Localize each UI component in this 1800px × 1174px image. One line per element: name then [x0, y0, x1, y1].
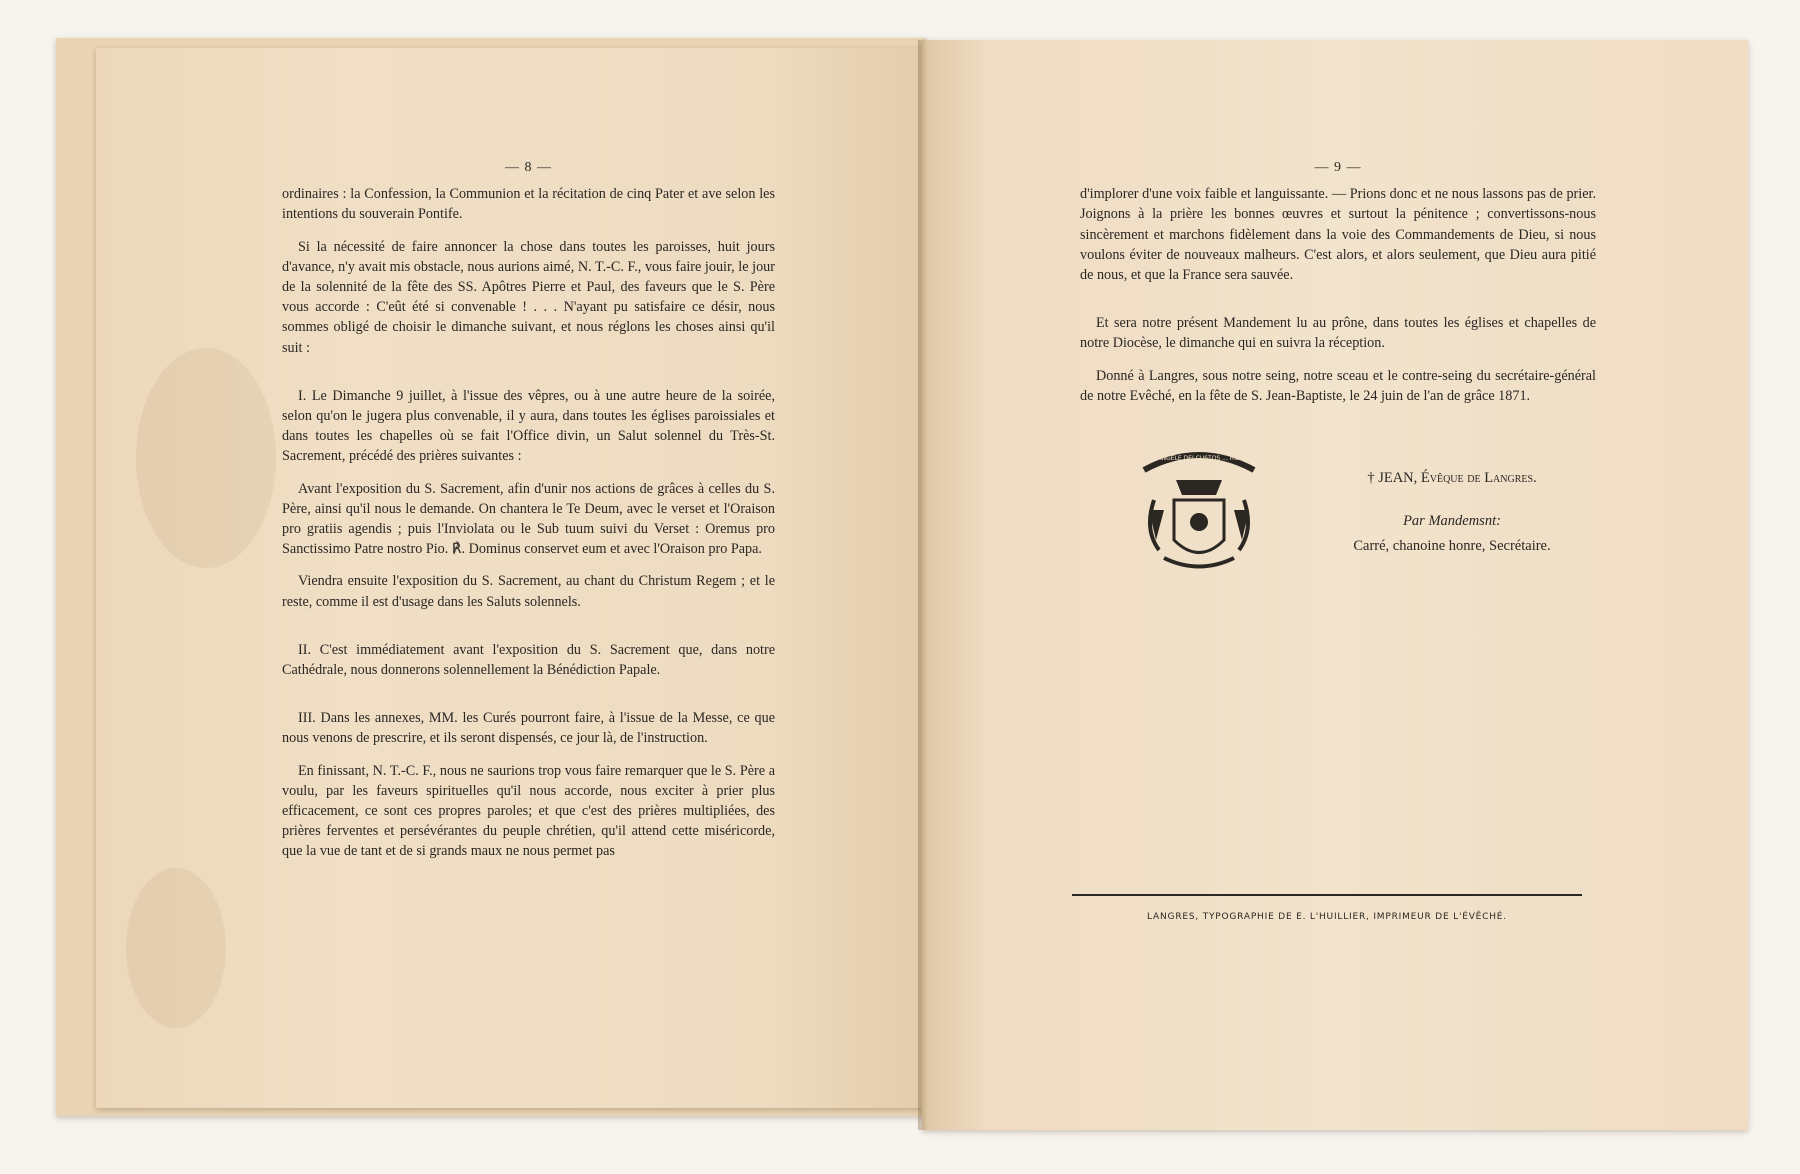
paper-stain: [136, 348, 276, 568]
paragraph: Avant l'exposition du S. Sacrement, afin d'unir nos actions de grâces à celles du S. Père, ainsi qu'il nous le demande. On chantera le Te Deum, avec le verset et l'Oraison pro gratiis agendis ; puis l'Inviolata ou le Sub tuum suivi du Verset : Oremus pro Sanctissimo Patre nostro Pio. ℟. Dominus conservet eum et avec l'Oraison pro Papa.: [282, 480, 775, 558]
coat-of-arms-icon: [1134, 440, 1264, 575]
paper-stain: [126, 868, 226, 1028]
paragraph: Et sera notre présent Mandement lu au prône, dans toutes les églises et chapelles de notre Diocèse, le dimanche qui en suivra la réception.: [1080, 315, 1596, 352]
coat-motto: ANGELE DEI CUSTOS ... MEI: [1157, 455, 1241, 462]
book-gutter: [918, 40, 928, 1130]
paragraph: II. C'est immédiatement avant l'exposition du S. Sacrement que, dans notre Cathédrale, nous donnerons solennellement la Bénédiction Papale.: [282, 641, 775, 679]
paragraph: I. Le Dimanche 9 juillet, à l'issue des vêpres, ou à une autre heure de la soirée, selon qu'on le jugera plus convenable, il y aura, dans toutes les églises paroissiales et dans toutes les chapelles où se fait l'Office divin, un Salut solennel du Très-St. Sacrement, précédé des prières suivantes :: [282, 387, 775, 465]
paragraph: Donné à Langres, sous notre seing, notre sceau et le contre-seing du secrétaire-général de notre Evêché, en la fête de S. Jean-Baptiste, le 24 juin de l'an de grâce 1871.: [1080, 367, 1596, 404]
page-number-8: — 8 —: [505, 160, 552, 175]
paragraph: III. Dans les annexes, MM. les Curés pourront faire, à l'issue de la Messe, ce que nous venons de prescrire, et ils seront dispensés, ce jour là, de l'instruction.: [282, 710, 775, 747]
printer-colophon: LANGRES, TYPOGRAPHIE DE E. L'HUILLIER, IMPRIMEUR DE L'ÉVÊCHÉ.: [1147, 912, 1507, 922]
colophon-rule: [1072, 894, 1582, 896]
paragraph: En finissant, N. T.-C. F., nous ne saurions trop vous faire remarquer que le S. Père a voulu, par les faveurs spirituelles qu'il nous accorde, nous exciter à prier plus efficacement, ce sont ces propres paroles; et que c'est des prières multipliées, des prières ferventes et persévérantes du peuple chrétien, qu'il attend cette miséricorde, que la vue de tant et de si grands maux ne nous permet pas: [282, 762, 775, 860]
by-order-label: Par Mandemsnt:: [1403, 513, 1501, 529]
page-number-9: — 9 —: [1314, 160, 1362, 175]
right-page-text: [1080, 158, 1596, 418]
signature-block: [1312, 470, 1592, 555]
secretary-signature: Carré, chanoine honre, Secrétaire.: [1353, 538, 1551, 554]
paragraph: Viendra ensuite l'exposition du S. Sacrement, au chant du Christum Regem ; et le reste, comme il est d'usage dans les Saluts solennels.: [282, 573, 775, 610]
paragraph: Si la nécessité de faire annoncer la chose dans toutes les paroisses, huit jours d'avance, n'y avait mis obstacle, nous aurions aimé, N. T.-C. F., vous faire jouir, le jour de la solennité de la fête des SS. Apôtres Pierre et Paul, des faveurs que le S. Père vous accorde : C'eût été si convenable ! . . . N'ayant pu satisfaire ce désir, nous sommes obligé de choisir le dimanche suivant, et nous réglons les choses ainsi qu'il suit :: [282, 238, 775, 356]
bishop-signature: † JEAN, Évêque de Langres.: [1367, 470, 1537, 486]
paragraph: d'implorer d'une voix faible et languissante. — Prions donc et ne nous lassons pas de prier. Joignons à la prière les bonnes œuvres et surtout la pénitence ; convertissons-nous sincèrement et marchons fidèlement dans la voie des Commandements de Dieu, si nous voulons éviter de nouveaux malheurs. C'est alors, et alors seulement, que Dieu aura pitié de nous, et que la France sera sauvée.: [1080, 186, 1596, 284]
paragraph: ordinaires : la Confession, la Communion et la récitation de cinq Pater et ave selon les intentions du souverain Pontife.: [282, 186, 775, 223]
left-page-text: [282, 158, 775, 874]
